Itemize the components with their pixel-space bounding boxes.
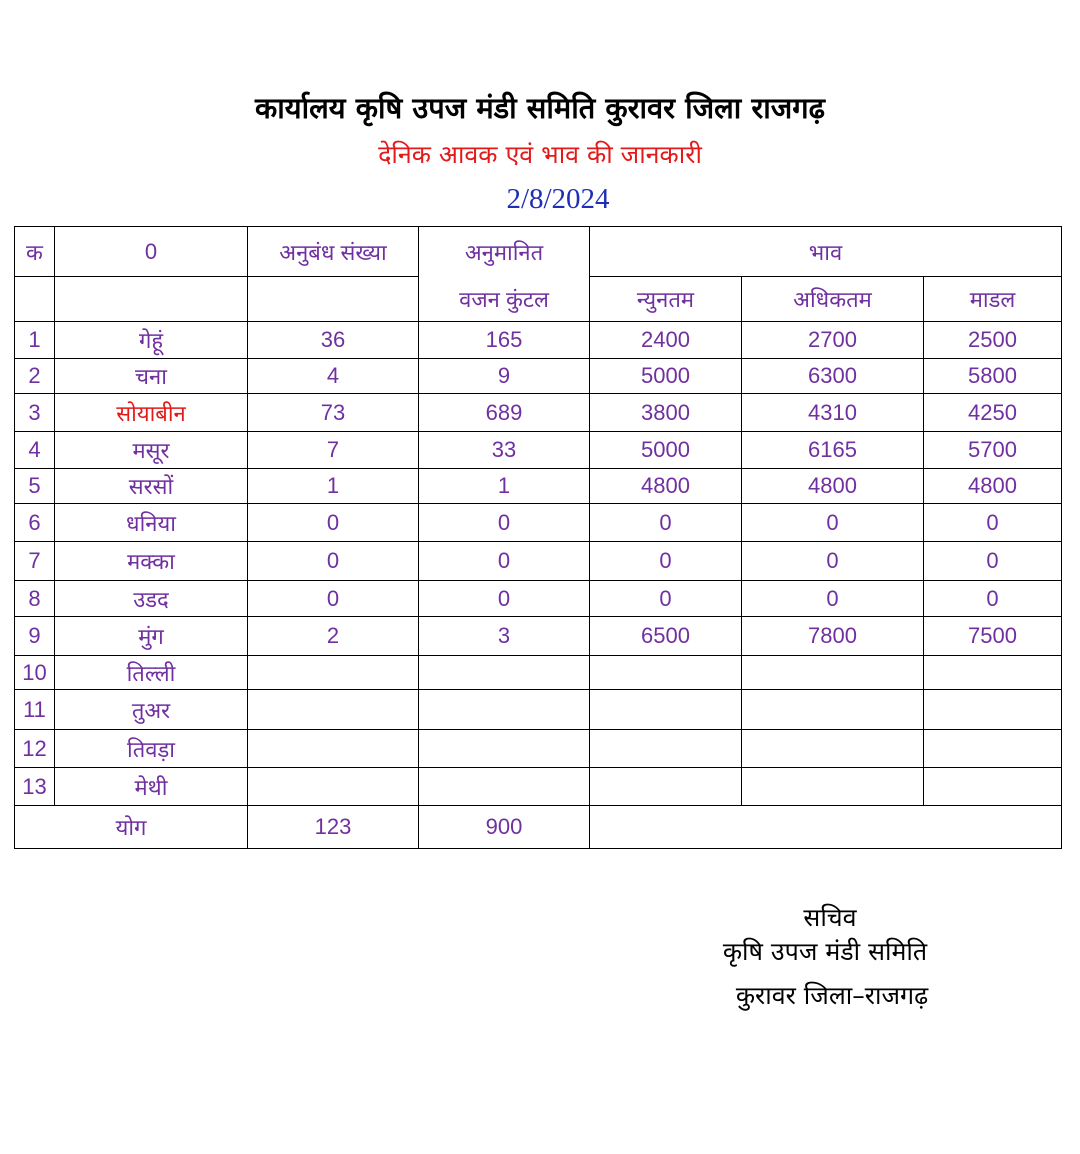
row-sno: 13 <box>15 768 55 806</box>
row-min <box>590 690 742 730</box>
report-date: 2/8/2024 <box>506 183 610 215</box>
header-row-2 <box>15 277 1062 322</box>
header-blank <box>55 277 248 322</box>
row-sno: 2 <box>15 359 55 394</box>
row-sno: 9 <box>15 617 55 656</box>
row-weight: 689 <box>419 394 590 432</box>
row-contracts: 0 <box>248 581 419 617</box>
row-sno: 5 <box>15 469 55 504</box>
row-sno: 10 <box>15 656 55 690</box>
header-contracts: अनुबंध संख्या <box>248 227 419 277</box>
table-row <box>15 768 1062 806</box>
row-min <box>590 730 742 768</box>
table-row <box>15 656 1062 690</box>
row-contracts <box>248 656 419 690</box>
header-min: न्युनतम <box>590 277 742 322</box>
row-crop: मक्का <box>55 542 248 581</box>
table-row <box>15 359 1062 394</box>
row-weight <box>419 730 590 768</box>
total-blank <box>590 806 1062 849</box>
row-contracts: 36 <box>248 322 419 359</box>
header-row-1 <box>15 227 1062 277</box>
row-sno: 4 <box>15 432 55 469</box>
row-max: 0 <box>742 504 924 542</box>
row-sno: 11 <box>15 690 55 730</box>
row-weight <box>419 768 590 806</box>
row-contracts <box>248 690 419 730</box>
table-row <box>15 617 1062 656</box>
row-weight: 0 <box>419 504 590 542</box>
row-sno: 1 <box>15 322 55 359</box>
header-crop: 0 <box>55 227 248 277</box>
row-min: 2400 <box>590 322 742 359</box>
table-row <box>15 690 1062 730</box>
total-contracts: 123 <box>248 806 419 849</box>
row-max <box>742 656 924 690</box>
table-row <box>15 322 1062 359</box>
header-price: भाव <box>590 227 1062 277</box>
row-model: 7500 <box>924 617 1062 656</box>
row-min <box>590 768 742 806</box>
row-max: 0 <box>742 542 924 581</box>
row-model: 2500 <box>924 322 1062 359</box>
table-row <box>15 542 1062 581</box>
row-contracts <box>248 768 419 806</box>
row-crop: तुअर <box>55 690 248 730</box>
row-crop: तिल्ली <box>55 656 248 690</box>
row-min: 5000 <box>590 359 742 394</box>
signature-location: कुरावर जिला–राजगढ़ <box>735 981 929 1010</box>
row-model: 4250 <box>924 394 1062 432</box>
signature-org: कृषि उपज मंडी समिति <box>722 937 928 966</box>
row-min <box>590 656 742 690</box>
row-crop: मसूर <box>55 432 248 469</box>
row-contracts: 1 <box>248 469 419 504</box>
row-model: 4800 <box>924 469 1062 504</box>
row-max <box>742 730 924 768</box>
row-weight: 33 <box>419 432 590 469</box>
row-crop: चना <box>55 359 248 394</box>
row-min: 6500 <box>590 617 742 656</box>
row-max: 6165 <box>742 432 924 469</box>
row-min: 0 <box>590 581 742 617</box>
total-row <box>15 806 1062 849</box>
row-crop: मेथी <box>55 768 248 806</box>
row-contracts: 2 <box>248 617 419 656</box>
header-estimated: अनुमानित <box>419 227 590 277</box>
row-max <box>742 690 924 730</box>
row-contracts: 7 <box>248 432 419 469</box>
row-model: 5700 <box>924 432 1062 469</box>
total-label: योग <box>15 806 248 849</box>
row-min: 0 <box>590 542 742 581</box>
row-crop: उडद <box>55 581 248 617</box>
row-weight: 165 <box>419 322 590 359</box>
row-max: 4310 <box>742 394 924 432</box>
header-blank <box>248 277 419 322</box>
header-blank <box>15 277 55 322</box>
row-sno: 7 <box>15 542 55 581</box>
row-max: 6300 <box>742 359 924 394</box>
row-sno: 8 <box>15 581 55 617</box>
row-sno: 12 <box>15 730 55 768</box>
header-max: अधिकतम <box>742 277 924 322</box>
row-weight <box>419 656 590 690</box>
row-crop: धनिया <box>55 504 248 542</box>
header-weight: वजन कुंटल <box>419 277 590 322</box>
row-min: 3800 <box>590 394 742 432</box>
page-subtitle: देनिक आवक एवं भाव की जानकारी <box>378 140 702 169</box>
row-model: 0 <box>924 542 1062 581</box>
row-weight: 1 <box>419 469 590 504</box>
row-max: 4800 <box>742 469 924 504</box>
row-crop: तिवड़ा <box>55 730 248 768</box>
row-model <box>924 690 1062 730</box>
row-contracts: 4 <box>248 359 419 394</box>
row-model <box>924 768 1062 806</box>
row-max: 0 <box>742 581 924 617</box>
row-model: 0 <box>924 504 1062 542</box>
row-model <box>924 656 1062 690</box>
row-crop: सरसों <box>55 469 248 504</box>
row-model: 5800 <box>924 359 1062 394</box>
row-weight: 9 <box>419 359 590 394</box>
row-weight: 3 <box>419 617 590 656</box>
table-row <box>15 432 1062 469</box>
header-sno: क <box>15 227 55 277</box>
row-max: 7800 <box>742 617 924 656</box>
row-contracts: 73 <box>248 394 419 432</box>
row-contracts: 0 <box>248 504 419 542</box>
row-sno: 3 <box>15 394 55 432</box>
row-contracts: 0 <box>248 542 419 581</box>
table-row <box>15 581 1062 617</box>
mandi-rates-table <box>14 226 1062 849</box>
total-weight: 900 <box>419 806 590 849</box>
row-min: 5000 <box>590 432 742 469</box>
row-model <box>924 730 1062 768</box>
row-max: 2700 <box>742 322 924 359</box>
table-row <box>15 394 1062 432</box>
row-crop: मुंग <box>55 617 248 656</box>
row-min: 4800 <box>590 469 742 504</box>
row-sno: 6 <box>15 504 55 542</box>
page-title: कार्यालय कृषि उपज मंडी समिति कुरावर जिला राजगढ़ <box>255 91 825 125</box>
row-model: 0 <box>924 581 1062 617</box>
row-min: 0 <box>590 504 742 542</box>
row-weight <box>419 690 590 730</box>
row-contracts <box>248 730 419 768</box>
row-crop: सोयाबीन <box>55 394 248 432</box>
row-weight: 0 <box>419 542 590 581</box>
header-model: माडल <box>924 277 1062 322</box>
row-max <box>742 768 924 806</box>
row-crop: गेहूं <box>55 322 248 359</box>
row-weight: 0 <box>419 581 590 617</box>
table-row <box>15 730 1062 768</box>
table-row <box>15 469 1062 504</box>
table-row <box>15 504 1062 542</box>
signature-title: सचिव <box>803 903 857 932</box>
